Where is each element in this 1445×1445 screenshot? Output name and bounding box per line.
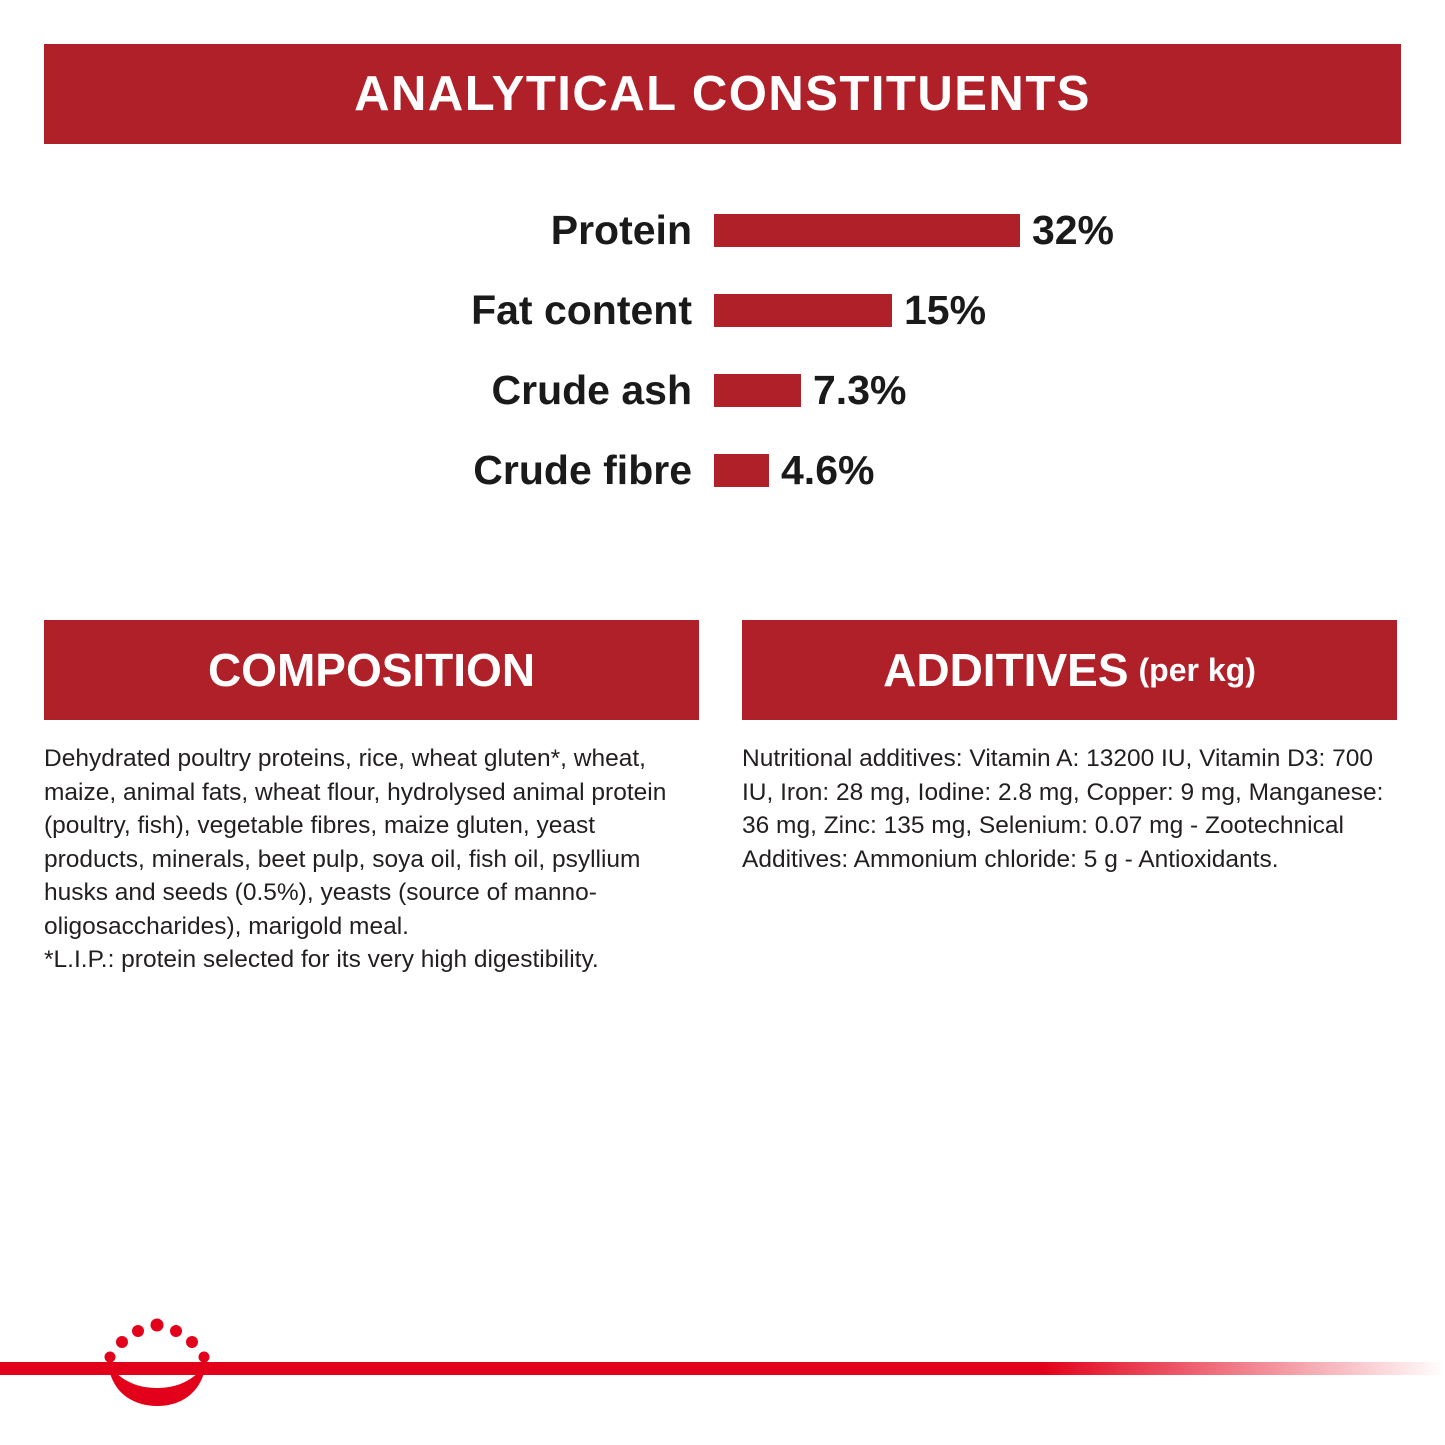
additives-heading-banner [742, 620, 1397, 720]
additives-heading: ADDITIVES [883, 644, 1129, 696]
chart-bar-wrap [714, 367, 1114, 414]
chart-value-label: 15% [904, 286, 987, 333]
analytical-constituents-chart [44, 190, 1401, 510]
footer-rule [0, 1362, 1445, 1375]
composition-footnote: *L.I.P.: protein selected for its very high digestibility. [44, 946, 599, 974]
composition-heading: COMPOSITION [207, 644, 536, 696]
chart-value-label: 7.3% [813, 366, 907, 413]
chart-category-label: Protein [550, 206, 692, 253]
composition-text: Dehydrated poultry proteins, rice, wheat gluten*, wheat, maize, animal fats, wheat flour, hydrolysed animal protein (poultry, fish), vegetable fibres, maize gluten, yeast products, minerals, beet pulp, soya oil, fish oil, psyllium husks and seeds (0.5%), yeasts (source of manno-oligosaccharides), marigold meal. [44, 745, 667, 940]
composition-body [44, 742, 699, 977]
chart-bar-wrap [714, 207, 1114, 254]
chart-category-label: Fat content [471, 286, 692, 333]
chart-bar-wrap [714, 287, 1114, 334]
chart-row [44, 430, 1401, 510]
chart-row [44, 270, 1401, 350]
chart-bar-wrap [714, 447, 1114, 494]
chart-category-label: Crude ash [491, 366, 692, 413]
additives-body [742, 742, 1397, 876]
chart-row [44, 190, 1401, 270]
chart-value-label: 32% [1031, 206, 1114, 253]
chart-bar [714, 214, 1020, 247]
additives-heading-unit: (per kg) [1138, 651, 1256, 688]
page-title: ANALYTICAL CONSTITUENTS [354, 67, 1091, 121]
chart-row [44, 350, 1401, 430]
additives-text: Nutritional additives: Vitamin A: 13200 IU, Vitamin D3: 700 IU, Iron: 28 mg, Iodine: 2.8 mg, Copper: 9 mg, Manganese: 36 mg, Zinc: 135 mg, Selenium: 0.07 mg - Zootechnical Additives: Ammonium chloride: 5 g - Antioxidants. [742, 745, 1384, 873]
chart-bar [714, 454, 769, 487]
chart-bar [714, 374, 801, 407]
chart-bar [714, 294, 892, 327]
composition-section [44, 620, 699, 977]
composition-heading-banner [44, 620, 699, 720]
additives-section [742, 620, 1397, 876]
analytical-constituents-banner [44, 44, 1401, 144]
royal-canin-crown-icon [98, 1318, 216, 1414]
chart-value-label: 4.6% [781, 446, 875, 493]
chart-category-label: Crude fibre [473, 446, 692, 493]
